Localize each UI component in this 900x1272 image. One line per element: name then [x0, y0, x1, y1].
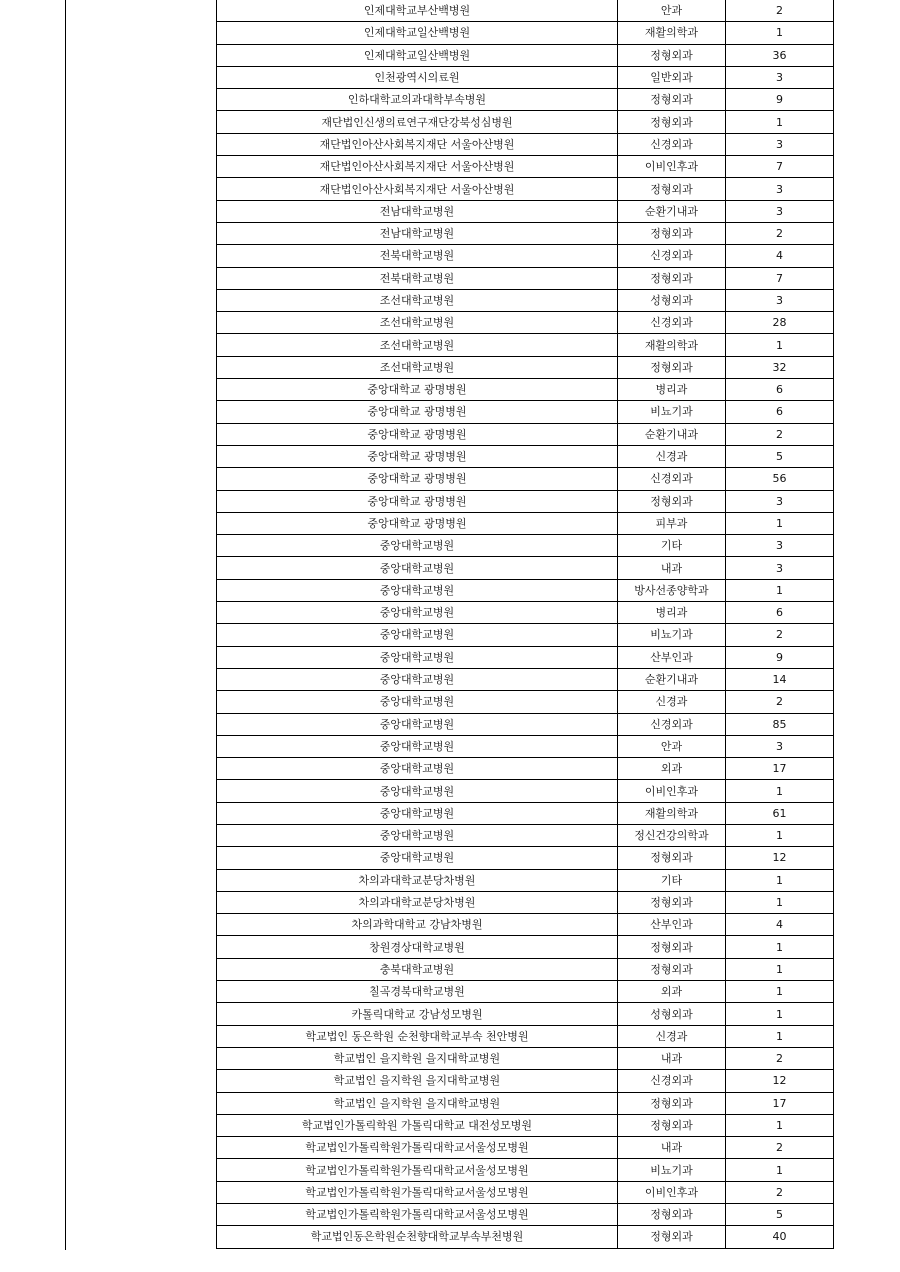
hospital-name-cell: 학교법인 을지학원 을지대학교병원 — [217, 1047, 618, 1069]
count-cell: 1 — [726, 824, 834, 846]
count-cell: 1 — [726, 869, 834, 891]
hospital-name-cell: 중앙대학교병원 — [217, 602, 618, 624]
count-cell: 1 — [726, 22, 834, 44]
department-cell: 정형외과 — [618, 222, 726, 244]
count-cell: 1 — [726, 512, 834, 534]
department-cell: 산부인과 — [618, 914, 726, 936]
hospital-name-cell: 조선대학교병원 — [217, 312, 618, 334]
count-cell: 1 — [726, 780, 834, 802]
count-cell: 1 — [726, 891, 834, 913]
hospital-name-cell: 중앙대학교병원 — [217, 847, 618, 869]
count-cell: 4 — [726, 914, 834, 936]
hospital-name-cell: 차의과대학교분당차병원 — [217, 869, 618, 891]
count-cell: 40 — [726, 1226, 834, 1248]
hospital-name-cell: 차의과대학교분당차병원 — [217, 891, 618, 913]
department-cell: 기타 — [618, 535, 726, 557]
table-row — [217, 780, 834, 802]
hospital-name-cell: 중앙대학교병원 — [217, 579, 618, 601]
hospital-name-cell: 학교법인가톨릭학원가톨릭대학교서울성모병원 — [217, 1181, 618, 1203]
department-cell: 정형외과 — [618, 490, 726, 512]
hospital-name-cell: 학교법인 을지학원 을지대학교병원 — [217, 1070, 618, 1092]
hospital-name-cell: 중앙대학교 광명병원 — [217, 401, 618, 423]
department-cell: 신경과 — [618, 445, 726, 467]
department-cell: 재활의학과 — [618, 802, 726, 824]
count-cell: 7 — [726, 267, 834, 289]
hospital-name-cell: 카톨릭대학교 강남성모병원 — [217, 1003, 618, 1025]
department-cell: 재활의학과 — [618, 22, 726, 44]
hospital-name-cell: 중앙대학교병원 — [217, 557, 618, 579]
table-row — [217, 66, 834, 88]
table-row — [217, 758, 834, 780]
department-cell: 기타 — [618, 869, 726, 891]
table-row — [217, 847, 834, 869]
hospital-name-cell: 창원경상대학교병원 — [217, 936, 618, 958]
hospital-name-cell: 중앙대학교 광명병원 — [217, 490, 618, 512]
count-cell: 5 — [726, 1204, 834, 1226]
department-cell: 신경외과 — [618, 468, 726, 490]
hospital-name-cell: 인제대학교부산백병원 — [217, 0, 618, 22]
department-cell: 정형외과 — [618, 847, 726, 869]
hospital-name-cell: 전북대학교병원 — [217, 245, 618, 267]
count-cell: 2 — [726, 691, 834, 713]
count-cell: 2 — [726, 1137, 834, 1159]
table-row — [217, 824, 834, 846]
department-cell: 신경외과 — [618, 1070, 726, 1092]
hospital-name-cell: 조선대학교병원 — [217, 289, 618, 311]
table-row — [217, 111, 834, 133]
hospital-name-cell: 인하대학교의과대학부속병원 — [217, 89, 618, 111]
hospital-name-cell: 중앙대학교병원 — [217, 802, 618, 824]
count-cell: 2 — [726, 0, 834, 22]
department-cell: 비뇨기과 — [618, 624, 726, 646]
count-cell: 85 — [726, 713, 834, 735]
table-row — [217, 0, 834, 22]
department-cell: 정형외과 — [618, 356, 726, 378]
department-cell: 내과 — [618, 1137, 726, 1159]
hospital-name-cell: 재단법인신생의료연구재단강북성심병원 — [217, 111, 618, 133]
table-row — [217, 1047, 834, 1069]
count-cell: 3 — [726, 557, 834, 579]
count-cell: 1 — [726, 111, 834, 133]
hospital-name-cell: 학교법인가톨릭학원 가톨릭대학교 대전성모병원 — [217, 1114, 618, 1136]
count-cell: 7 — [726, 156, 834, 178]
hospital-department-table — [216, 0, 834, 1249]
table-row — [217, 713, 834, 735]
department-cell: 비뇨기과 — [618, 401, 726, 423]
table-row — [217, 1070, 834, 1092]
hospital-name-cell: 학교법인 동은학원 순천향대학교부속 천안병원 — [217, 1025, 618, 1047]
table-row — [217, 156, 834, 178]
department-cell: 병리과 — [618, 379, 726, 401]
table-row — [217, 44, 834, 66]
count-cell: 1 — [726, 936, 834, 958]
count-cell: 3 — [726, 200, 834, 222]
count-cell: 3 — [726, 133, 834, 155]
table-row — [217, 468, 834, 490]
hospital-name-cell: 중앙대학교병원 — [217, 713, 618, 735]
hospital-name-cell: 재단법인아산사회복지재단 서울아산병원 — [217, 178, 618, 200]
department-cell: 신경외과 — [618, 312, 726, 334]
table-row — [217, 981, 834, 1003]
count-cell: 1 — [726, 579, 834, 601]
hospital-name-cell: 중앙대학교병원 — [217, 758, 618, 780]
table-row — [217, 512, 834, 534]
department-cell: 정형외과 — [618, 178, 726, 200]
department-cell: 내과 — [618, 557, 726, 579]
count-cell: 3 — [726, 66, 834, 88]
department-cell: 신경외과 — [618, 133, 726, 155]
hospital-name-cell: 재단법인아산사회복지재단 서울아산병원 — [217, 156, 618, 178]
hospital-name-cell: 인제대학교일산백병원 — [217, 44, 618, 66]
hospital-name-cell: 전북대학교병원 — [217, 267, 618, 289]
table-row — [217, 624, 834, 646]
department-cell: 이비인후과 — [618, 156, 726, 178]
count-cell: 12 — [726, 1070, 834, 1092]
department-cell: 안과 — [618, 735, 726, 757]
hospital-name-cell: 중앙대학교 광명병원 — [217, 423, 618, 445]
count-cell: 17 — [726, 758, 834, 780]
department-cell: 정형외과 — [618, 1092, 726, 1114]
department-cell: 정형외과 — [618, 111, 726, 133]
hospital-name-cell: 중앙대학교병원 — [217, 735, 618, 757]
table-row — [217, 936, 834, 958]
count-cell: 2 — [726, 423, 834, 445]
hospital-name-cell: 중앙대학교병원 — [217, 646, 618, 668]
department-cell: 정형외과 — [618, 1114, 726, 1136]
department-cell: 신경외과 — [618, 713, 726, 735]
count-cell: 2 — [726, 1181, 834, 1203]
count-cell: 3 — [726, 735, 834, 757]
department-cell: 재활의학과 — [618, 334, 726, 356]
table-row — [217, 445, 834, 467]
count-cell: 4 — [726, 245, 834, 267]
table-row — [217, 401, 834, 423]
count-cell: 2 — [726, 222, 834, 244]
count-cell: 28 — [726, 312, 834, 334]
department-cell: 성형외과 — [618, 1003, 726, 1025]
department-cell: 정형외과 — [618, 89, 726, 111]
count-cell: 6 — [726, 379, 834, 401]
count-cell: 1 — [726, 1025, 834, 1047]
count-cell: 1 — [726, 1159, 834, 1181]
hospital-name-cell: 학교법인 을지학원 을지대학교병원 — [217, 1092, 618, 1114]
table-row — [217, 1137, 834, 1159]
department-cell: 순환기내과 — [618, 668, 726, 690]
department-cell: 외과 — [618, 758, 726, 780]
count-cell: 12 — [726, 847, 834, 869]
count-cell: 2 — [726, 1047, 834, 1069]
hospital-name-cell: 충북대학교병원 — [217, 958, 618, 980]
count-cell: 3 — [726, 178, 834, 200]
count-cell: 61 — [726, 802, 834, 824]
table-row — [217, 200, 834, 222]
hospital-name-cell: 조선대학교병원 — [217, 356, 618, 378]
table-row — [217, 379, 834, 401]
count-cell: 6 — [726, 602, 834, 624]
table-row — [217, 579, 834, 601]
table-row — [217, 1159, 834, 1181]
department-cell: 정형외과 — [618, 44, 726, 66]
hospital-name-cell: 인제대학교일산백병원 — [217, 22, 618, 44]
table-row — [217, 869, 834, 891]
table-row — [217, 178, 834, 200]
department-cell: 순환기내과 — [618, 423, 726, 445]
count-cell: 1 — [726, 958, 834, 980]
table-row — [217, 133, 834, 155]
hospital-name-cell: 중앙대학교 광명병원 — [217, 379, 618, 401]
table-row — [217, 557, 834, 579]
table-row — [217, 1025, 834, 1047]
table-row — [217, 646, 834, 668]
count-cell: 56 — [726, 468, 834, 490]
table-row — [217, 312, 834, 334]
table-row — [217, 691, 834, 713]
department-cell: 신경과 — [618, 1025, 726, 1047]
hospital-name-cell: 중앙대학교 광명병원 — [217, 445, 618, 467]
table-row — [217, 267, 834, 289]
hospital-name-cell: 중앙대학교병원 — [217, 691, 618, 713]
department-cell: 정형외과 — [618, 267, 726, 289]
table-row — [217, 334, 834, 356]
hospital-name-cell: 조선대학교병원 — [217, 334, 618, 356]
table-row — [217, 802, 834, 824]
count-cell: 3 — [726, 535, 834, 557]
table-row — [217, 891, 834, 913]
hospital-name-cell: 중앙대학교병원 — [217, 824, 618, 846]
department-cell: 신경과 — [618, 691, 726, 713]
department-cell: 안과 — [618, 0, 726, 22]
count-cell: 36 — [726, 44, 834, 66]
table-row — [217, 958, 834, 980]
department-cell: 산부인과 — [618, 646, 726, 668]
table-row — [217, 668, 834, 690]
count-cell: 3 — [726, 490, 834, 512]
count-cell: 6 — [726, 401, 834, 423]
left-margin-rule — [65, 0, 66, 1250]
table-body — [217, 0, 834, 1248]
table-row — [217, 245, 834, 267]
department-cell: 정형외과 — [618, 1226, 726, 1248]
table-row — [217, 356, 834, 378]
table-row — [217, 1226, 834, 1248]
department-cell: 일반외과 — [618, 66, 726, 88]
count-cell: 1 — [726, 1114, 834, 1136]
table-row — [217, 22, 834, 44]
hospital-name-cell: 중앙대학교병원 — [217, 624, 618, 646]
department-cell: 비뇨기과 — [618, 1159, 726, 1181]
department-cell: 피부과 — [618, 512, 726, 534]
department-cell: 내과 — [618, 1047, 726, 1069]
table-row — [217, 222, 834, 244]
department-cell: 정신건강의학과 — [618, 824, 726, 846]
department-cell: 신경외과 — [618, 245, 726, 267]
hospital-name-cell: 전남대학교병원 — [217, 200, 618, 222]
table-row — [217, 1092, 834, 1114]
hospital-name-cell: 인천광역시의료원 — [217, 66, 618, 88]
table-row — [217, 914, 834, 936]
hospital-name-cell: 학교법인가톨릭학원가톨릭대학교서울성모병원 — [217, 1204, 618, 1226]
hospital-name-cell: 차의과학대학교 강남차병원 — [217, 914, 618, 936]
table-row — [217, 1114, 834, 1136]
department-cell: 순환기내과 — [618, 200, 726, 222]
table-row — [217, 535, 834, 557]
table-row — [217, 735, 834, 757]
hospital-name-cell: 칠곡경북대학교병원 — [217, 981, 618, 1003]
count-cell: 1 — [726, 334, 834, 356]
count-cell: 1 — [726, 1003, 834, 1025]
department-cell: 정형외과 — [618, 1204, 726, 1226]
department-cell: 병리과 — [618, 602, 726, 624]
table-row — [217, 89, 834, 111]
hospital-name-cell: 중앙대학교 광명병원 — [217, 468, 618, 490]
table-row — [217, 1003, 834, 1025]
department-cell: 이비인후과 — [618, 780, 726, 802]
table-row — [217, 1204, 834, 1226]
department-cell: 방사선종양학과 — [618, 579, 726, 601]
table-row — [217, 289, 834, 311]
department-cell: 이비인후과 — [618, 1181, 726, 1203]
hospital-name-cell: 중앙대학교병원 — [217, 535, 618, 557]
count-cell: 14 — [726, 668, 834, 690]
hospital-name-cell: 중앙대학교병원 — [217, 780, 618, 802]
hospital-name-cell: 전남대학교병원 — [217, 222, 618, 244]
count-cell: 9 — [726, 89, 834, 111]
department-cell: 정형외과 — [618, 936, 726, 958]
department-cell: 외과 — [618, 981, 726, 1003]
count-cell: 1 — [726, 981, 834, 1003]
count-cell: 17 — [726, 1092, 834, 1114]
count-cell: 9 — [726, 646, 834, 668]
count-cell: 3 — [726, 289, 834, 311]
hospital-name-cell: 학교법인동은학원순천향대학교부속부천병원 — [217, 1226, 618, 1248]
hospital-name-cell: 중앙대학교 광명병원 — [217, 512, 618, 534]
count-cell: 32 — [726, 356, 834, 378]
count-cell: 2 — [726, 624, 834, 646]
table-row — [217, 490, 834, 512]
table-row — [217, 602, 834, 624]
table-row — [217, 1181, 834, 1203]
hospital-name-cell: 학교법인가톨릭학원가톨릭대학교서울성모병원 — [217, 1137, 618, 1159]
department-cell: 정형외과 — [618, 958, 726, 980]
table-row — [217, 423, 834, 445]
department-cell: 성형외과 — [618, 289, 726, 311]
hospital-name-cell: 학교법인가톨릭학원가톨릭대학교서울성모병원 — [217, 1159, 618, 1181]
hospital-name-cell: 중앙대학교병원 — [217, 668, 618, 690]
count-cell: 5 — [726, 445, 834, 467]
hospital-name-cell: 재단법인아산사회복지재단 서울아산병원 — [217, 133, 618, 155]
department-cell: 정형외과 — [618, 891, 726, 913]
